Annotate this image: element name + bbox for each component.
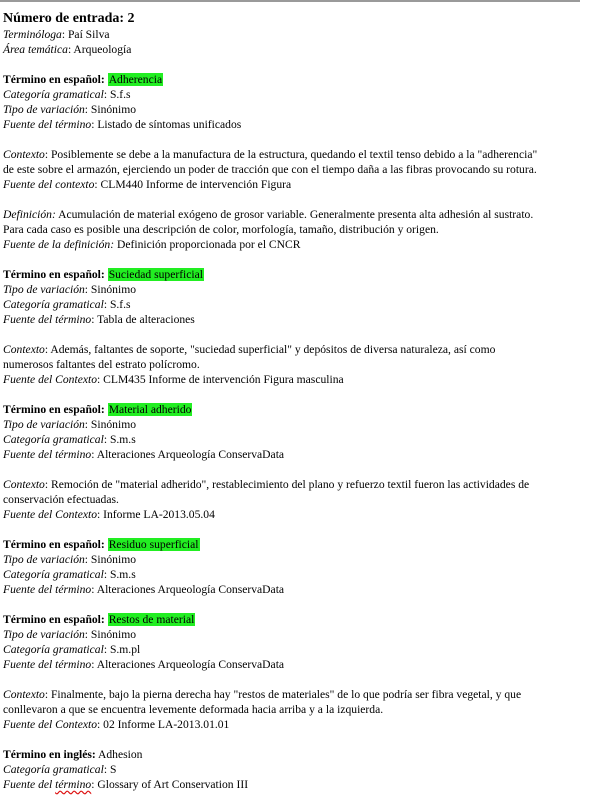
context-line-3a: Contexto: Remoción de "material adherido", restablecimiento del plano y refuerzo textil fueron las actividades de	[3, 478, 530, 491]
term-source-line-5: Fuente del término: Alteraciones Arqueología ConservaData	[3, 658, 285, 671]
grammatical-line-4: Categoría gramatical: S.m.s	[3, 568, 136, 581]
context-text-1b: de este sobre el armazón, ejerciendo un poder de tracción que con el tiempo daña a las fibras provocando su rotura.	[3, 163, 537, 176]
grammatical-label: Categoría gramatical	[3, 298, 104, 311]
grammatical-line-6: Categoría gramatical: S	[3, 763, 117, 776]
term-source-label: Fuente del término	[3, 658, 92, 671]
variation-value-4: Sinónimo	[90, 553, 137, 566]
variation-value-1: Sinónimo	[90, 103, 137, 116]
term-source-label: Fuente del término	[3, 313, 92, 326]
variation-value-2: Sinónimo	[90, 283, 137, 296]
context-text-5b: conllevaron a que se encuentra levemente deformada hacia arriba y a la izquierda.	[3, 703, 384, 716]
variation-label: Tipo de variación	[3, 418, 85, 431]
term-source-line-1: Fuente del término: Listado de síntomas unificados	[3, 118, 242, 131]
grammatical-line-3: Categoría gramatical: S.m.s	[3, 433, 136, 446]
grammatical-value-1: S.f.s	[109, 88, 131, 101]
term-source-line-2: Fuente del término: Tabla de alteraciones	[3, 313, 195, 326]
variation-value-3: Sinónimo	[90, 418, 137, 431]
term-source-label: Fuente del término	[3, 448, 92, 461]
term-en-value: Adhesion	[98, 748, 143, 761]
definition-source-line	[3, 237, 603, 252]
grammatical-value-3: S.m.s	[109, 433, 136, 446]
context-source-value-3: Informe LA-2013.05.04	[103, 508, 215, 521]
context-text-3b: conservación efectuadas.	[3, 493, 119, 506]
term-source-value-4: Alteraciones Arqueología ConservaData	[96, 583, 285, 596]
grammatical-value-2: S.f.s	[109, 298, 131, 311]
term-source-value-2: Tabla de alteraciones	[97, 313, 195, 326]
top-rule	[0, 0, 580, 2]
context-source-line-3: Fuente del Contexto: Informe LA-2013.05.04	[3, 508, 215, 521]
definition-label: Definición:	[3, 208, 56, 221]
variation-label: Tipo de variación	[3, 553, 85, 566]
variation-label: Tipo de variación	[3, 628, 85, 641]
grammatical-label: Categoría gramatical	[3, 433, 104, 446]
term-source-line-4: Fuente del término: Alteraciones Arqueología ConservaData	[3, 583, 285, 596]
definition-text-1a: Acumulación de material exógeno de grosor variable. Generalmente presenta alta adhesión al sustrato.	[58, 208, 534, 221]
grammatical-value-6: S	[109, 763, 117, 776]
terminologist-label: Terminóloga	[3, 28, 62, 41]
context-source-label: Fuente del Contexto	[3, 373, 98, 386]
term-es-label: Término en español:	[3, 613, 105, 626]
area-value: Arqueología	[73, 43, 132, 56]
term-source-label: Fuente del término	[3, 118, 92, 131]
context-source-label: Fuente del Contexto	[3, 508, 98, 521]
grammatical-label: Categoría gramatical	[3, 763, 104, 776]
term-source-label: Fuente del término	[3, 583, 92, 596]
context-source-label: Fuente del contexto	[3, 178, 95, 191]
variation-line-5: Tipo de variación: Sinónimo	[3, 628, 137, 641]
definition-text-1b: Para cada caso es posible una descripción de color, morfología, tamaño, distribución y origen.	[3, 223, 439, 236]
term-heading-5	[3, 612, 603, 627]
term-highlight-3: Material adherido	[108, 403, 192, 416]
grammatical-value-4: S.m.s	[109, 568, 136, 581]
term-heading-3	[3, 402, 603, 417]
term-highlight-1: Adherencia	[108, 73, 163, 86]
area-line: Área temática: Arqueología	[3, 43, 132, 56]
context-source-line-1: Fuente del contexto: CLM440 Informe de intervención Figura	[3, 178, 292, 191]
context-text-3a: Remoción de "material adherido", restablecimiento del plano y refuerzo textil fueron las actividades de	[50, 478, 530, 491]
context-source-value-1: CLM440 Informe de intervención Figura	[100, 178, 292, 191]
term-heading-2	[3, 267, 603, 282]
context-source-line-5: Fuente del Contexto: 02 Informe LA-2013.01.01	[3, 718, 230, 731]
grammatical-label: Categoría gramatical	[3, 88, 104, 101]
term-source-line-3: Fuente del término: Alteraciones Arqueología ConservaData	[3, 448, 285, 461]
term-highlight-2: Suciedad superficial	[108, 268, 204, 281]
term-highlight-4: Residuo superficial	[108, 538, 199, 551]
grammatical-line-2: Categoría gramatical: S.f.s	[3, 298, 131, 311]
definition-source-value: Definición proporcionada por el CNCR	[116, 238, 301, 251]
term-es-label: Término en español:	[3, 403, 105, 416]
variation-line-1: Tipo de variación: Sinónimo	[3, 103, 137, 116]
term-es-label: Término en español:	[3, 538, 105, 551]
variation-line-2: Tipo de variación: Sinónimo	[3, 283, 137, 296]
term-source-value-1: Listado de síntomas unificados	[97, 118, 242, 131]
term-es-label: Término en español:	[3, 73, 105, 86]
term-source-value-6: Glossary of Art Conservation III	[97, 778, 249, 791]
context-source-label: Fuente del Contexto	[3, 718, 98, 731]
entry-title: Número de entrada: 2	[3, 11, 135, 26]
term-highlight-5: Restos de material	[108, 613, 195, 626]
context-label: Contexto	[3, 478, 45, 491]
grammatical-label: Categoría gramatical	[3, 643, 104, 656]
context-text-2a: Además, faltantes de soporte, "suciedad superficial" y depósitos de diversa naturaleza, así como	[50, 343, 496, 356]
grammatical-value-5: S.m.pl	[109, 643, 141, 656]
context-text-2b: numerosos faltantes del estrato polícromo.	[3, 358, 200, 371]
context-line-5a: Contexto: Finalmente, bajo la pierna derecha hay "restos de materiales" de lo que podría ser fibra vegetal, y que	[3, 688, 522, 701]
variation-label: Tipo de variación	[3, 283, 85, 296]
context-source-value-5: 02 Informe LA-2013.01.01	[103, 718, 230, 731]
context-source-value-2: CLM435 Informe de intervención Figura masculina	[103, 373, 344, 386]
variation-label: Tipo de variación	[3, 103, 85, 116]
spellcheck-underlined-word: término	[55, 778, 92, 791]
context-text-1a: Posiblemente se debe a la manufactura de la estructura, quedando el textil tenso debido a la "adherencia"	[50, 148, 538, 161]
context-label: Contexto	[3, 148, 45, 161]
definition-line-1	[3, 207, 603, 222]
terminologist-value: Paí Silva	[67, 28, 110, 41]
variation-line-3: Tipo de variación: Sinónimo	[3, 418, 137, 431]
context-line-2a: Contexto: Además, faltantes de soporte, "suciedad superficial" y depósitos de diversa naturaleza, así como	[3, 343, 496, 356]
context-source-line-2: Fuente del Contexto: CLM435 Informe de intervención Figura masculina	[3, 373, 344, 386]
context-text-5a: Finalmente, bajo la pierna derecha hay "restos de materiales" de lo que podría ser fibra vegetal, y que	[50, 688, 522, 701]
grammatical-line-5: Categoría gramatical: S.m.pl	[3, 643, 141, 656]
term-source-value-3: Alteraciones Arqueología ConservaData	[96, 448, 285, 461]
term-es-label: Término en español:	[3, 268, 105, 281]
context-line-1a: Contexto: Posiblemente se debe a la manufactura de la estructura, quedando el textil tenso debido a la "adherencia"	[3, 148, 538, 161]
term-heading-4	[3, 537, 603, 552]
term-source-value-5: Alteraciones Arqueología ConservaData	[96, 658, 285, 671]
variation-line-4: Tipo de variación: Sinónimo	[3, 553, 137, 566]
term-source-line-6: Fuente del término: Glossary of Art Conservation III	[3, 778, 249, 791]
variation-value-5: Sinónimo	[90, 628, 137, 641]
grammatical-line-1: Categoría gramatical: S.f.s	[3, 88, 131, 101]
area-label: Área temática	[3, 43, 68, 56]
definition-source-label: Fuente de la definición:	[3, 238, 115, 251]
context-label: Contexto	[3, 343, 45, 356]
terminologist-line: Terminóloga: Paí Silva	[3, 28, 110, 41]
terminology-document	[3, 10, 603, 792]
context-label: Contexto	[3, 688, 45, 701]
term-heading-1	[3, 72, 603, 87]
term-heading-en	[3, 747, 603, 762]
term-en-label: Término en inglés:	[3, 748, 96, 761]
en-source-prefix: Fuente del	[3, 778, 56, 791]
grammatical-label: Categoría gramatical	[3, 568, 104, 581]
